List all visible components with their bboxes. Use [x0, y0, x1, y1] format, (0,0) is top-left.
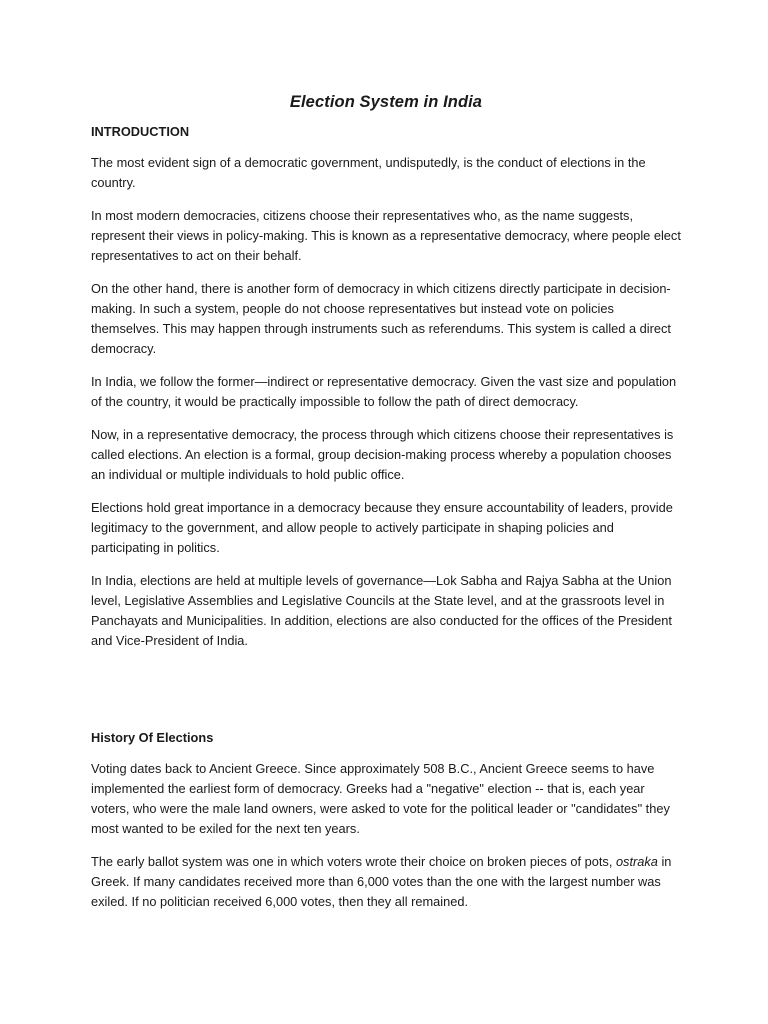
italic-term: ostraka	[615, 854, 658, 869]
introduction-heading: INTRODUCTION	[91, 124, 190, 139]
document-title: Election System in India	[289, 93, 483, 111]
intro-paragraph: In India, elections are held at multiple levels of governance—Lok Sabha and Rajya Sabha at the Union level, Legislative Assemblies and Legislative Councils at the State level, and at the grassroots level in Panchayats and Municipalities. In addition, elections are also conducted for the offices of the President and Vice-President of India.	[91, 573, 672, 648]
intro-paragraph: In India, we follow the former—indirect or representative democracy. Given the vast size and population of the country, it would be practically impossible to follow the path of direct democracy.	[91, 374, 677, 409]
intro-paragraph: On the other hand, there is another form of democracy in which citizens directly participate in decision-making. In such a system, people do not choose representatives but instead vote on policies themselves. This may happen through instruments such as referendums. This system is called a direct democracy.	[91, 281, 671, 356]
history-heading: History Of Elections	[91, 730, 214, 745]
history-paragraph	[91, 852, 681, 912]
intro-paragraph: The most evident sign of a democratic government, undisputedly, is the conduct of elections in the country.	[91, 155, 646, 190]
intro-paragraph: Elections hold great importance in a democracy because they ensure accountability of leaders, provide legitimacy to the government, and allow people to actively participate in shaping policies and participating in politics.	[91, 500, 673, 555]
intro-paragraph: Now, in a representative democracy, the process through which citizens choose their representatives is called elections. An election is a formal, group decision-making process whereby a population chooses an individual or multiple individuals to hold public office.	[91, 427, 674, 482]
history-text: in Greek. If many candidates received more than 6,000 votes than the one with the largest number was exiled. If no politician received 6,000 votes, then they all remained.	[91, 854, 672, 909]
intro-paragraph: In most modern democracies, citizens choose their representatives who, as the name suggests, represent their views in policy-making. This is known as a representative democracy, where people elect representatives to act on their behalf.	[91, 208, 681, 263]
history-paragraph: Voting dates back to Ancient Greece. Since approximately 508 B.C., Ancient Greece seems to have implemented the earliest form of democracy. Greeks had a "negative" election -- that is, each year voters, who were the male land owners, were asked to vote for the political leader or "candidates" they most wanted to be exiled for the next ten years.	[91, 761, 670, 836]
document-body	[91, 93, 681, 925]
history-text: The early ballot system was one in which voters wrote their choice on broken pieces of pots,	[91, 854, 616, 869]
section-spacer	[91, 664, 681, 730]
